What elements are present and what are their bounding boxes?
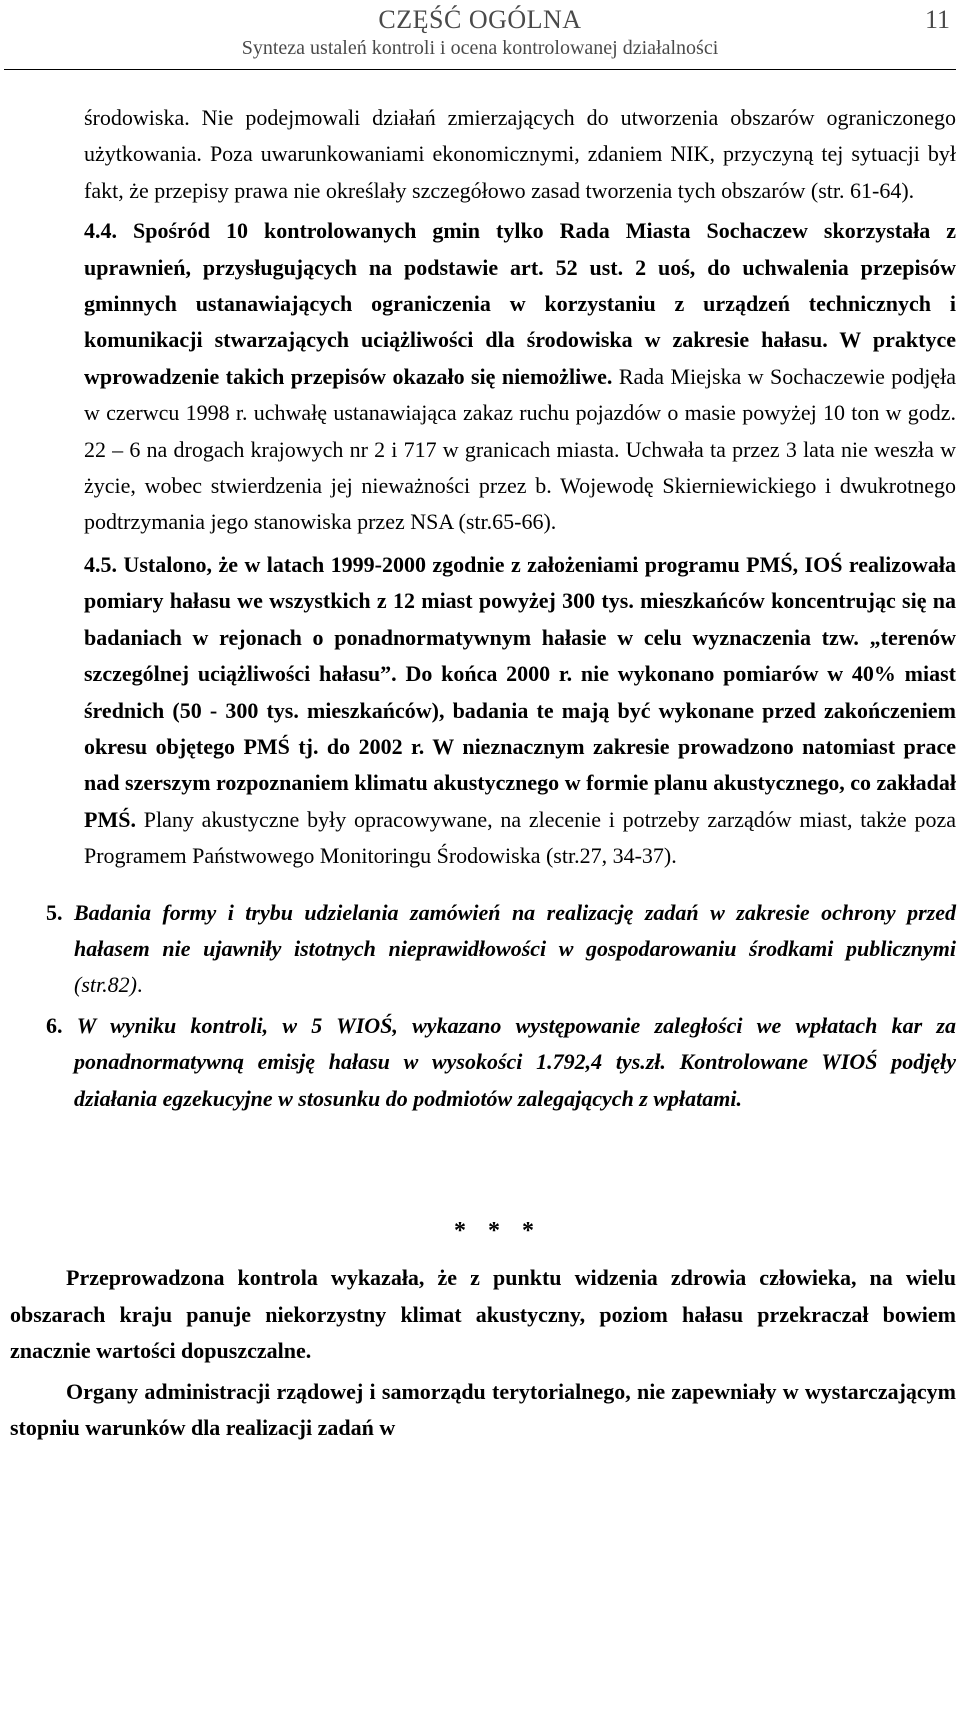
section-separator: * * * xyxy=(454,1217,542,1244)
page-header xyxy=(0,0,960,74)
paragraph-text: środowiska. Nie podejmowali działań zmierzających do utworzenia obszarów ograniczonego użytkowania. Poza uwarunkowaniami ekonomicznymi, zdaniem NIK, przyczyną tej sytuacji był fakt, że przepisy prawa nie określały szczegółowo zasad tworzenia tych obszarów (str. 61-64). xyxy=(84,105,956,203)
summary-paragraph-2: Organy administracji rządowej i samorządu terytorialnego, nie zapewniały w wystarczającym stopniu warunków dla realizacji zadań w xyxy=(10,1378,956,1440)
paragraph-continuation xyxy=(84,100,956,209)
paragraph-text: Rada Miejska w Sochaczewie podjęła w czerwcu 1998 r. uchwałę ustanawiająca zakaz ruchu pojazdów o masie powyżej 10 ton w godz. 22 – 6 na drogach krajowych nr 2 i 717 w granicach miasta. Uchwała ta przez 3 lata nie weszła w życie, wobec stwierdzenia jej nieważności przez b. Wojewodę Skierniewickiego i dwukrotnego podtrzymania jego stanowiska przez NSA (str.65-66). xyxy=(84,363,956,535)
paragraph-number: 5. xyxy=(46,899,63,925)
paragraph-number: 6. xyxy=(46,1012,63,1038)
indented-block xyxy=(10,100,956,875)
paragraph-bold-italic-text: W wyniku kontroli, w 5 WIOŚ, wykazano występowanie zaległości we wpłatach kar za ponadnormatywną emisję hałasu w wysokości 1.792,4 tys.zł. Kontrolowane WIOŚ podjęły działania egzekucyjne w stosunku do podmiotów zalegających z wpłatami. xyxy=(74,1012,956,1111)
paragraph-tail: . xyxy=(136,972,143,998)
header-subtitle: Synteza ustaleń kontroli i ocena kontrolowanej działalności xyxy=(241,37,719,59)
paragraph-bold-text: Spośród 10 kontrolowanych gmin tylko Rada Miasta Sochaczew skorzystała z uprawnień, przysługujących na podstawie art. 52 ust. 2 uoś, do uchwalenia przepisów gminnych ustanawiających ograniczenia w korzystaniu z urządzeń technicznych i komunikacji stwarzających uciążliwości dla środowiska w zakresie hałasu. W praktyce wprowadzenie takich przepisów okazało się niemożliwe. xyxy=(84,218,956,389)
paragraph-number: 4.4. xyxy=(84,218,117,244)
paragraph-5 xyxy=(46,895,956,1004)
paragraph-bold-italic-text: Badania formy i trybu udzielania zamówień na realizację zadań w zakresie ochrony przed hałasem nie ujawniły istotnych nieprawidłowości w gospodarowaniu środkami publicznymi xyxy=(73,899,956,961)
paragraph-bold-text: Ustalono, że w latach 1999-2000 zgodnie z założeniami programu PMŚ, IOŚ realizowała pomiary hałasu we wszystkich z 12 miast powyżej 300 tys. mieszkańców koncentrując się na badaniach w rejonach o ponadnormatywnym hałasie w celu wyznaczenia tzw. „terenów szczególnej uciążliwości hałasu”. Do końca 2000 r. nie wykonano pomiarów w 40% miast średnich (50 - 300 tys. mieszkańców), badania te mają być wykonane przed zakończeniem okresu objętego PMŚ tj. do 2002 r. W nieznacznym zakresie prowadzono natomiast prace nad szerszym rozpoznaniem klimatu akustycznego w formie planu akustycznego, co zakładał PMŚ. xyxy=(84,551,956,832)
summary-paragraph-1: Przeprowadzona kontrola wykazała, że z punktu widzenia zdrowia człowieka, na wielu obszarach kraju panuje niekorzystny klimat akustyczny, poziom hałasu przekraczał bowiem znacznie wartości dopuszczalne. xyxy=(10,1265,956,1364)
page-reference: (str.82) xyxy=(74,972,137,998)
paragraph-number: 4.5. xyxy=(84,551,117,577)
header-title: CZĘŚĆ OGÓLNA xyxy=(378,5,582,34)
document-body xyxy=(10,100,956,1446)
paragraph-text: Plany akustyczne były opracowywane, na zlecenie i potrzeby zarządów miast, także poza Programem Państwowego Monitoringu Środowiska (str.27, 34-37). xyxy=(84,806,956,869)
numbered-block xyxy=(10,895,956,1117)
page-number: 11 xyxy=(924,5,950,34)
paragraph-4-4 xyxy=(84,213,956,541)
paragraph-6 xyxy=(46,1008,956,1117)
header-divider xyxy=(4,69,956,70)
paragraph-4-5 xyxy=(84,547,956,875)
